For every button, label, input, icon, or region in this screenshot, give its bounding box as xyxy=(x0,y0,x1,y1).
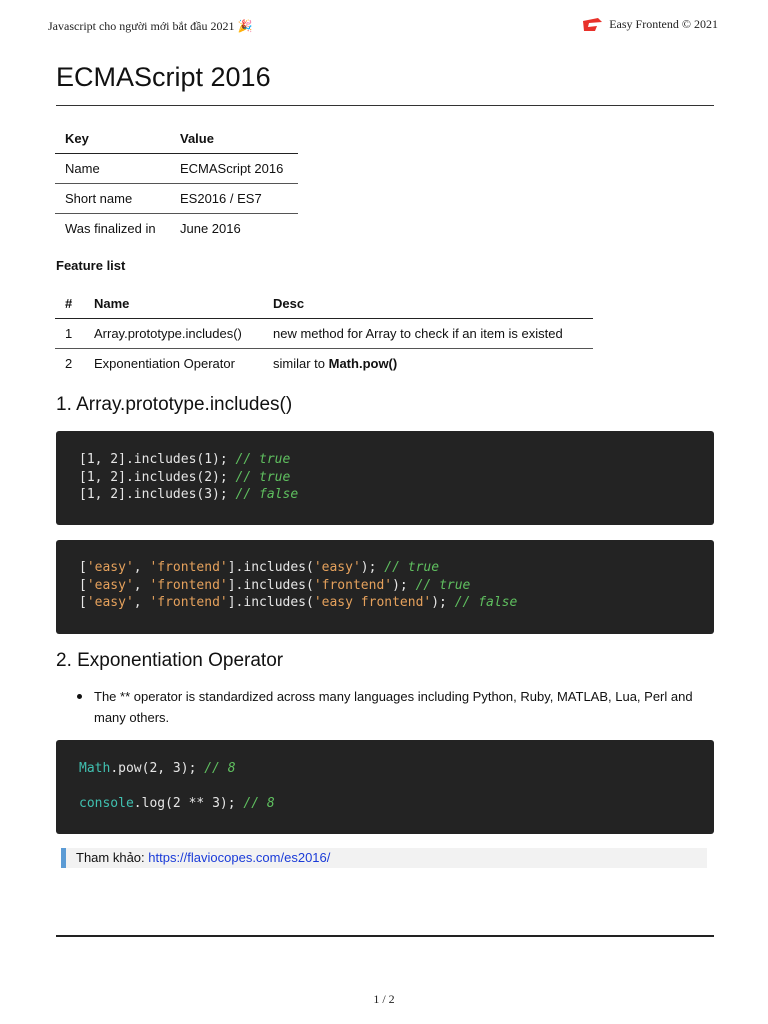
brand-header xyxy=(581,17,718,32)
code-text: [1, 2].includes(2); xyxy=(79,469,236,485)
code-text: [ xyxy=(79,595,87,611)
code-comment: // true xyxy=(384,560,440,575)
code-line xyxy=(79,486,714,504)
desc-prefix: similar to xyxy=(273,356,329,371)
code-block-strings xyxy=(56,540,714,634)
code-string: 'easy' xyxy=(313,560,361,575)
table-row xyxy=(55,184,298,214)
code-text: , xyxy=(133,595,150,611)
table-cell: Exponentiation Operator xyxy=(94,356,235,371)
code-string: 'frontend' xyxy=(149,560,228,575)
feature-table xyxy=(55,288,593,378)
page-title: ECMAScript 2016 xyxy=(56,62,271,92)
table-header-row xyxy=(55,123,298,154)
table-cell: ES2016 / ES7 xyxy=(170,184,298,214)
code-comment: // 8 xyxy=(204,761,236,776)
desc-bold: Math.pow() xyxy=(328,356,398,371)
table-cell xyxy=(263,349,593,379)
bullet-text: The ** operator is standardized across many languages including Python, Ruby, MATLAB, Lua, Perl and many others. xyxy=(94,689,693,725)
column-header: Desc xyxy=(263,288,593,319)
column-header: Value xyxy=(170,123,298,154)
code-text: , xyxy=(133,577,150,593)
code-line xyxy=(79,577,714,595)
code-line xyxy=(79,795,714,813)
code-text: .log(2 ** 3); xyxy=(133,796,244,812)
code-blank-line xyxy=(79,778,714,796)
table-cell: Was finalized in xyxy=(65,221,156,236)
table-cell: Name xyxy=(55,154,170,184)
reference-link[interactable]: https://flaviocopes.com/es2016/ xyxy=(148,850,331,865)
table-cell: ECMAScript 2016 xyxy=(170,154,298,184)
table-cell: new method for Array to check if an item is existed xyxy=(263,319,593,349)
table-cell: Short name xyxy=(55,184,170,214)
code-text: ].includes( xyxy=(227,560,314,575)
table-cell: Array.prototype.includes() xyxy=(84,319,263,349)
code-object: Math xyxy=(79,761,111,776)
table-row xyxy=(55,154,298,184)
code-comment: // true xyxy=(235,452,291,467)
code-comment: // false xyxy=(454,595,518,611)
table-row xyxy=(55,349,593,379)
table-row xyxy=(55,319,593,349)
code-line xyxy=(79,451,714,469)
code-line xyxy=(79,559,714,577)
code-text: ].includes( xyxy=(227,577,314,593)
code-string: 'easy' xyxy=(86,595,134,611)
code-string: 'easy' xyxy=(86,577,134,593)
code-comment: // true xyxy=(415,577,471,593)
code-text: ); xyxy=(392,577,416,593)
brand-text: Easy Frontend © 2021 xyxy=(609,17,718,31)
document-header-title: Javascript cho người mới bắt đầu 2021 🎉 xyxy=(48,19,253,33)
code-comment: // true xyxy=(235,469,291,485)
code-string: 'frontend' xyxy=(149,595,228,611)
info-table xyxy=(55,123,298,243)
code-line xyxy=(79,760,714,778)
code-text: [1, 2].includes(1); xyxy=(79,452,236,467)
code-block-numbers xyxy=(56,431,714,525)
code-comment: // false xyxy=(235,487,299,503)
code-text: [1, 2].includes(3); xyxy=(79,487,236,503)
code-text: ); xyxy=(360,560,385,575)
section-heading-exponentiation: 2. Exponentiation Operator xyxy=(56,650,284,671)
reference-quote xyxy=(61,848,707,868)
code-text: .pow(2, 3); xyxy=(110,761,205,776)
code-text: [ xyxy=(79,560,87,575)
column-header: Key xyxy=(55,123,170,154)
footer-divider xyxy=(56,935,714,937)
table-cell: June 2016 xyxy=(180,221,241,236)
code-comment: // 8 xyxy=(243,796,275,812)
column-header: # xyxy=(55,288,84,319)
table-row xyxy=(55,214,298,244)
title-divider xyxy=(56,105,714,106)
feature-list-label: Feature list xyxy=(56,258,126,273)
code-text: [ xyxy=(79,577,87,593)
section-heading-includes: 1. Array.prototype.includes() xyxy=(56,394,293,415)
reference-label: Tham khảo: xyxy=(76,850,149,865)
column-header: Name xyxy=(84,288,263,319)
code-string: 'easy' xyxy=(86,560,134,575)
code-line xyxy=(79,594,714,612)
code-block-pow xyxy=(56,740,714,834)
table-header-row xyxy=(55,288,593,319)
page-number: 1 / 2 xyxy=(373,992,395,1006)
table-cell: 1 xyxy=(55,319,84,349)
code-text: ].includes( xyxy=(227,595,314,611)
easy-frontend-logo-icon xyxy=(581,18,603,32)
code-text: ); xyxy=(431,595,455,611)
code-string: 'frontend' xyxy=(313,577,393,593)
bullet-icon xyxy=(77,694,82,699)
code-line xyxy=(79,469,714,487)
code-text: , xyxy=(133,560,150,575)
code-object: console xyxy=(79,796,134,812)
table-cell: 2 xyxy=(65,356,73,371)
code-string: 'frontend' xyxy=(149,577,228,593)
code-string: 'easy frontend' xyxy=(313,595,432,611)
